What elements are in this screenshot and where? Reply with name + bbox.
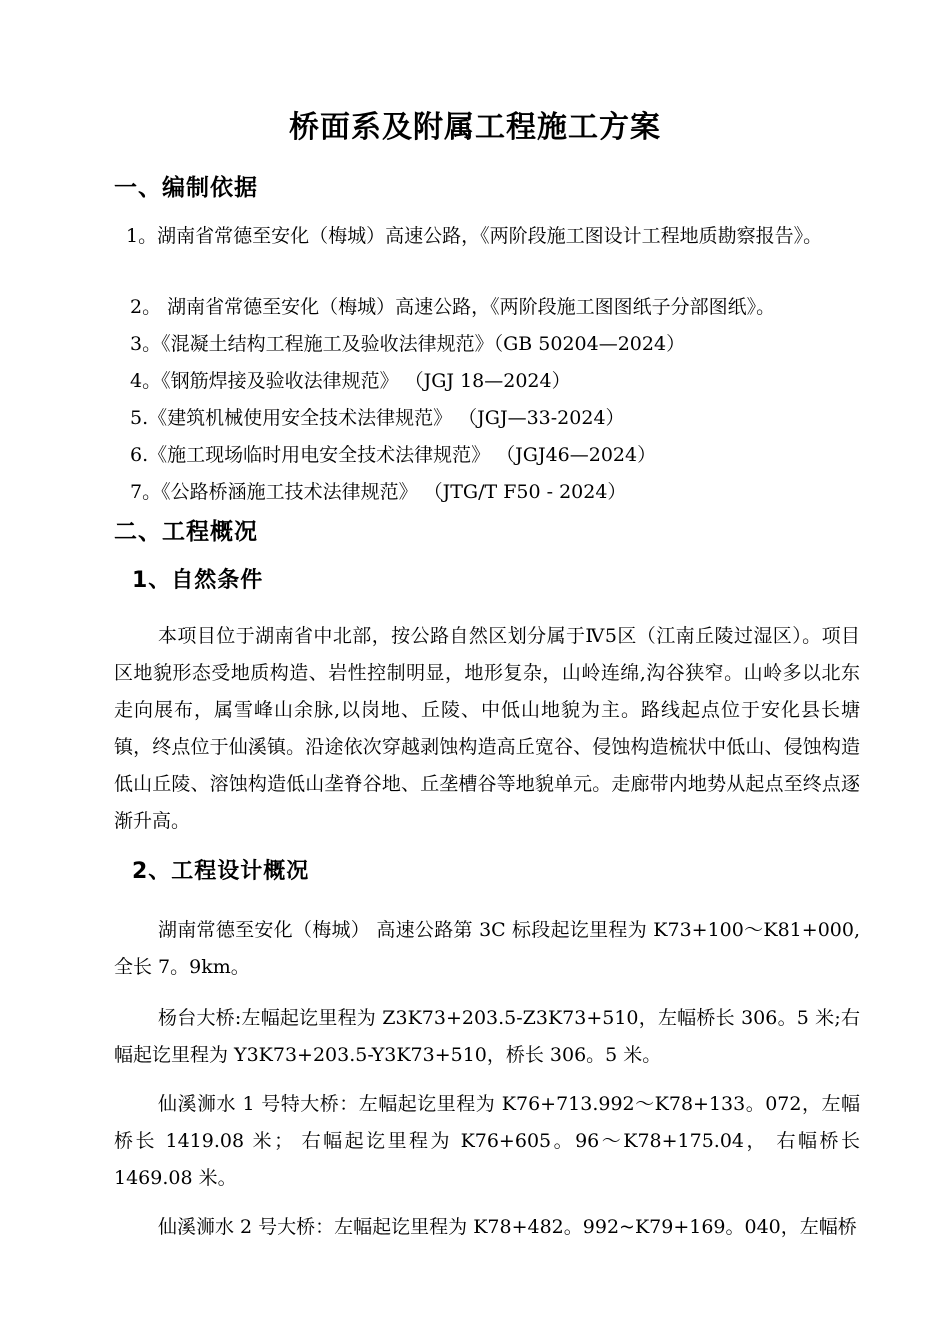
document-title: 桥面系及附属工程施工方案 (289, 110, 661, 145)
reference-item-2: 2。 湖南省常德至安化（梅城）高速公路，《两阶段施工图图纸子分部图纸》。 (130, 296, 776, 318)
reference-item-7: 7。《公路桥涵施工技术法律规范》 （JTG/T F50 - 2024） (130, 481, 627, 503)
design-paragraph-3: 仙溪浉水 1 号特大桥：左幅起讫里程为 K76+713.992～K78+133。072，左幅桥长 1419.08 米； 右幅起讫里程为 K76+605。96～K78+175.04， 右幅桥长1469.08 米。 (114, 1093, 860, 1189)
design-paragraph-2: 杨台大桥:左幅起讫里程为 Z3K73+203.5-Z3K73+510，左幅桥长 306。5 米;右幅起讫里程为 Y3K73+203.5-Y3K73+510，桥长 306。5 米。 (114, 1007, 860, 1066)
reference-item-6: 6.《施工现场临时用电安全技术法律规范》 （JGJ46—2024） (130, 444, 657, 466)
reference-item-5: 5.《建筑机械使用安全技术法律规范》 （JGJ—33-2024） (130, 407, 625, 429)
reference-item-4: 4。《钢筋焊接及验收法律规范》 （JGJ 18—2024） (130, 370, 571, 392)
section-heading-basis: 一、编制依据 (114, 175, 258, 201)
design-paragraph-1: 湖南常德至安化（梅城） 高速公路第 3C 标段起讫里程为 K73+100～K81+000, 全长 7。9km。 (114, 919, 860, 978)
subsection-heading-design-overview: 2、工程设计概况 (132, 859, 310, 884)
design-paragraph-4: 仙溪浉水 2 号大桥：左幅起讫里程为 K78+482。992~K79+169。040，左幅桥 (158, 1216, 857, 1238)
reference-item-1: 1。湖南省常德至安化（梅城）高速公路，《两阶段施工图设计工程地质勘察报告》。 (126, 225, 823, 247)
reference-item-3: 3。《混凝土结构工程施工及验收法律规范》（GB 50204—2024） (130, 333, 686, 355)
natural-conditions-paragraph: 本项目位于湖南省中北部，按公路自然区划分属于Ⅳ5区（江南丘陵过湿区）。项目区地貌形态受地质构造、岩性控制明显，地形复杂，山岭连绵,沟谷狭窄。山岭多以北东走向展布，属雪峰山余脉,以岗地、丘陵、中低山地貌为主。路线起点位于安化县长塘镇，终点位于仙溪镇。沿途依次穿越剥蚀构造高丘宽谷、侵蚀构造梳状中低山、侵蚀构造低山丘陵、溶蚀构造低山垄脊谷地、丘垄槽谷等地貌单元。走廊带内地势从起点至终点逐渐升高。 (114, 625, 860, 832)
subsection-heading-natural-conditions: 1、自然条件 (132, 568, 264, 593)
section-heading-overview: 二、工程概况 (114, 519, 258, 545)
